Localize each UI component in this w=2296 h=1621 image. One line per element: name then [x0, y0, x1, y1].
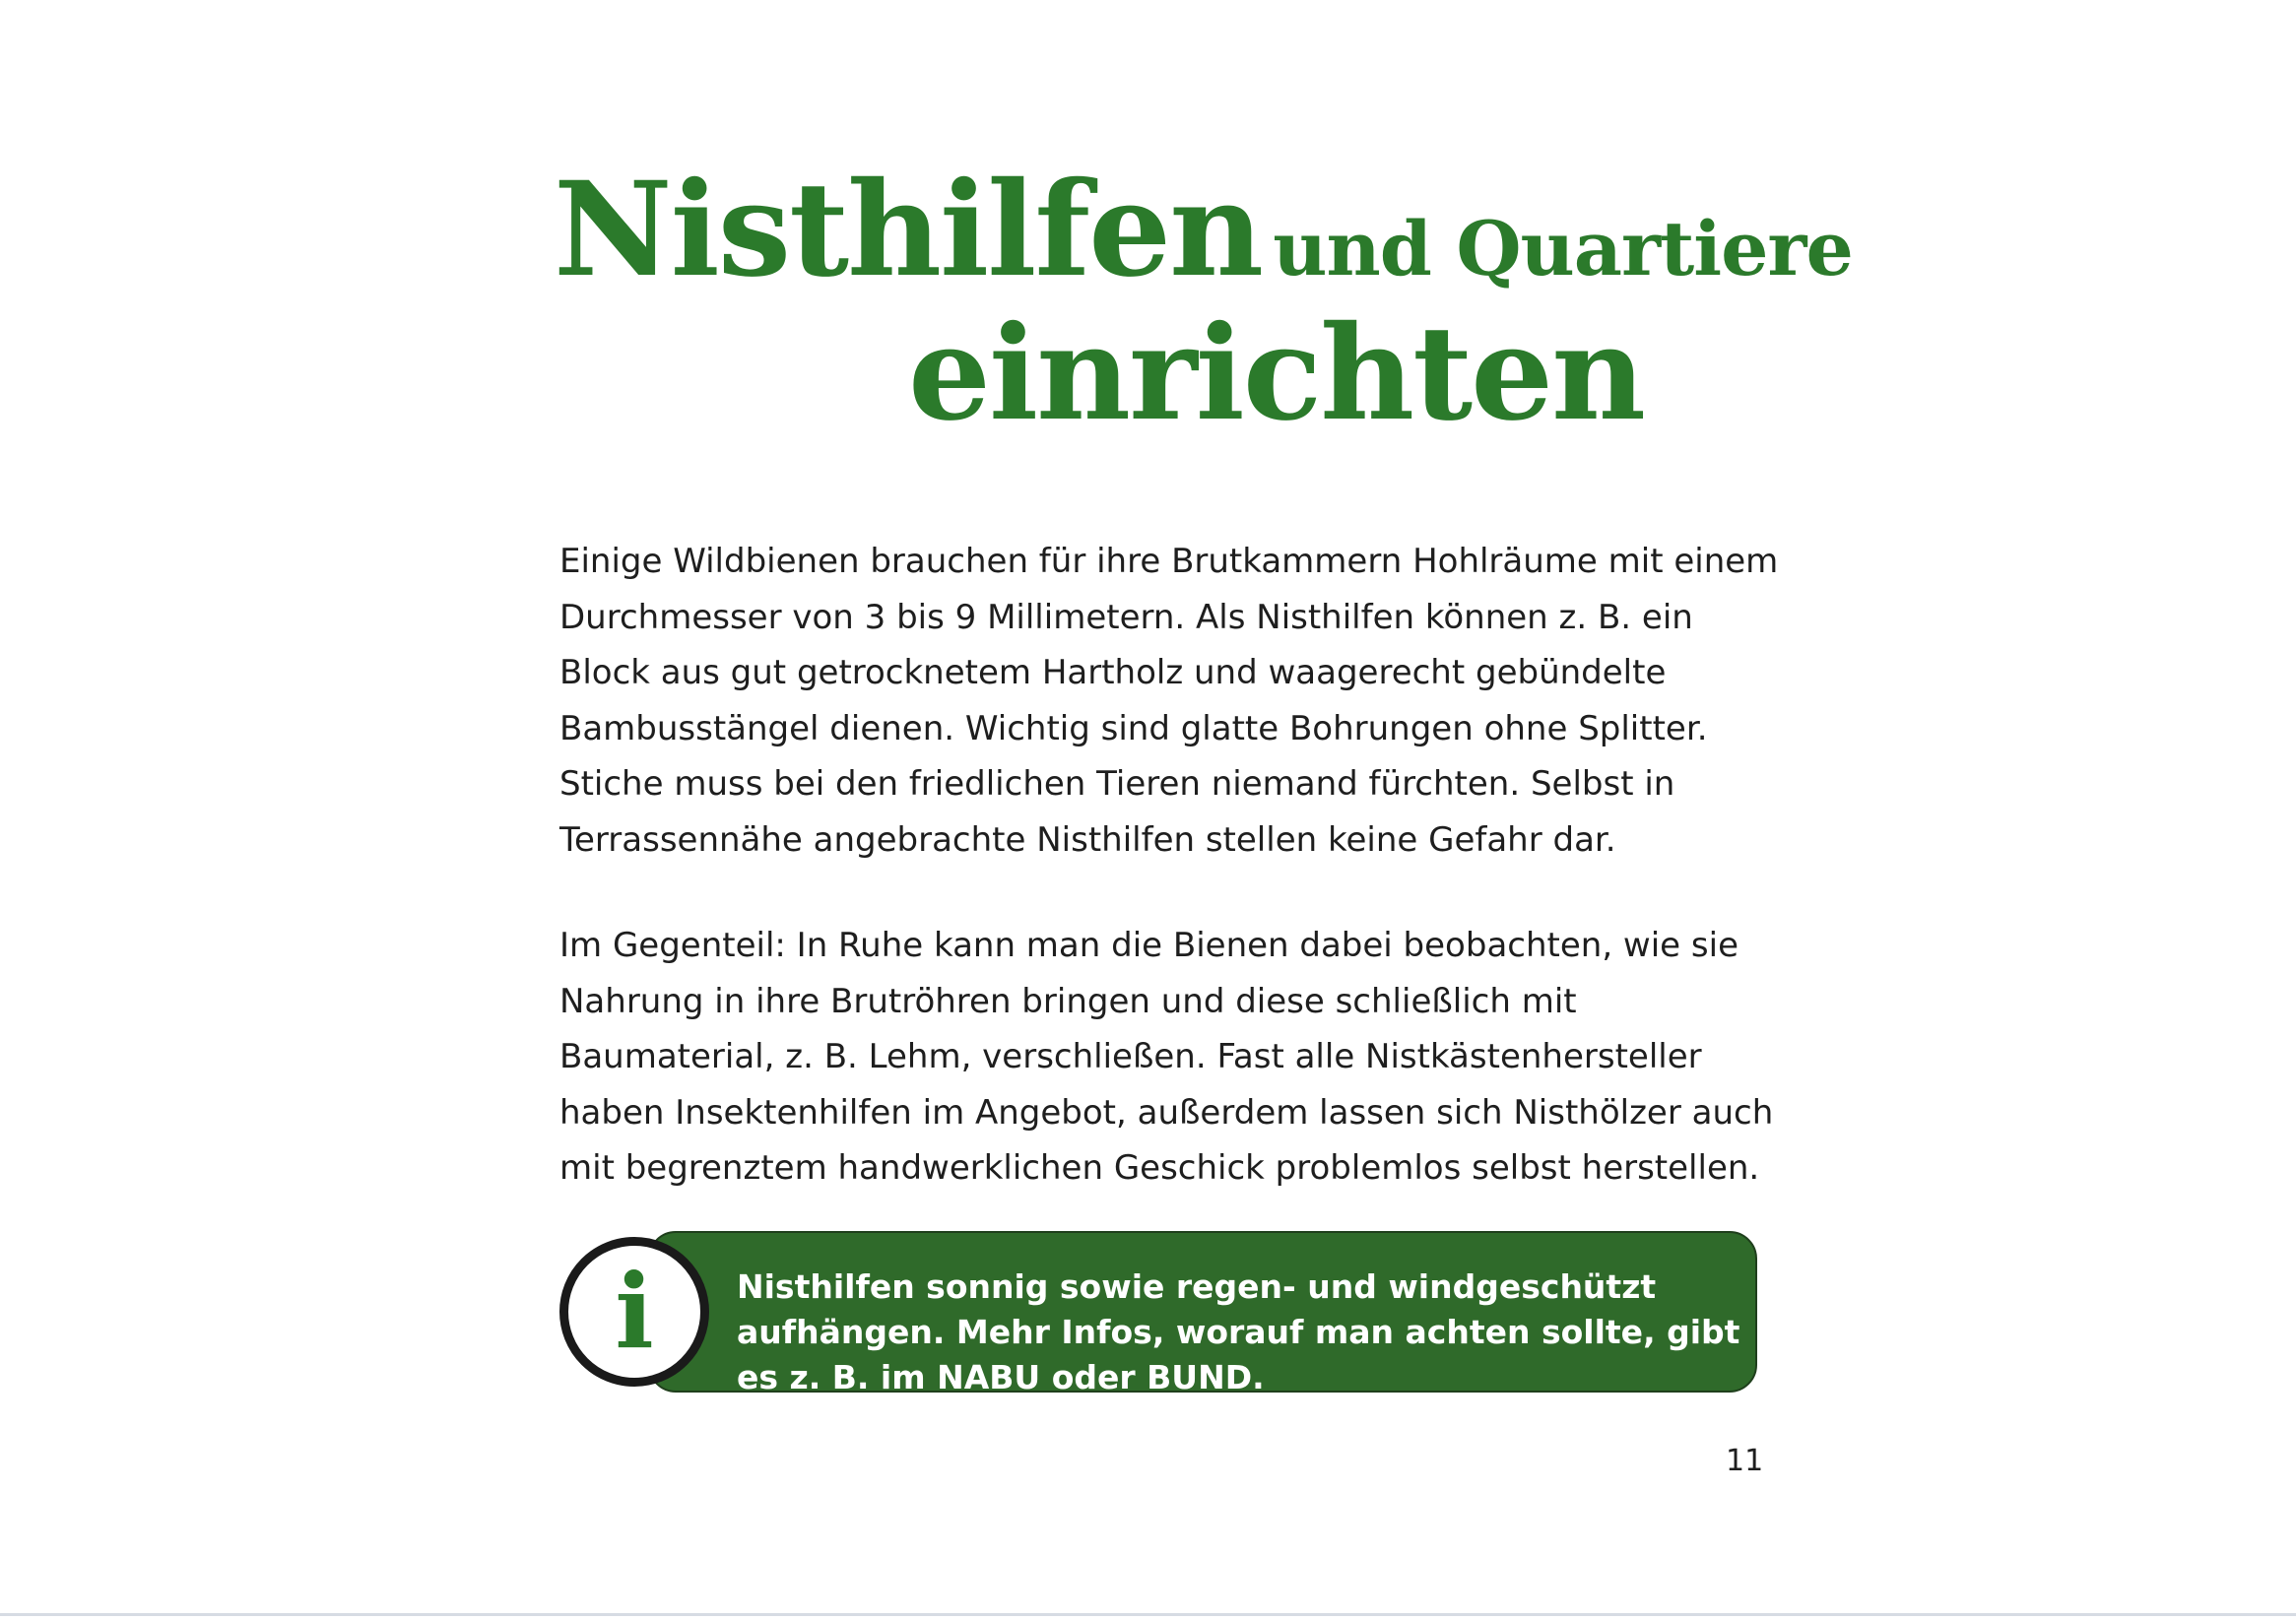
- info-icon: [559, 1237, 709, 1387]
- paragraph-2: Im Gegenteil: In Ruhe kann man die Bienen dabei beobachten, wie sie Nahrung in ihre Brutröhren bringen und diese schließlich mit Baumaterial, z. B. Lehm, verschließen. Fast alle Nistkästenhersteller haben Insektenhilfen im Angebot, außerdem lassen sich Nisthölzer auch mit begrenztem handwerklichen Geschick problemlos selbst herstellen.: [559, 926, 1774, 1188]
- title-word-und-quartiere: und Quartiere: [1273, 205, 1853, 292]
- title-line-1: [554, 154, 1853, 306]
- title-word-einrichten: einrichten: [908, 297, 1645, 450]
- info-callout: [559, 1231, 1761, 1394]
- page-number: 11: [1726, 1444, 1764, 1478]
- info-text: Nisthilfen sonnig sowie regen- und windgeschützt aufhängen. Mehr Infos, worauf man achten sollte, gibt es z. B. im NABU oder BUND.: [737, 1267, 1740, 1396]
- info-icon-glyph: i: [615, 1251, 654, 1372]
- paragraph-1: Einige Wildbienen brauchen für ihre Brutkammern Hohlräume mit einem Durchmesser von 3 bis 9 Millimetern. Als Nisthilfen können z. B. ein Block aus gut getrocknetem Hartholz und waagerecht gebündelte Bambusstängel dienen. Wichtig sind glatte Bohrungen ohne Splitter. Stiche muss bei den friedlichen Tieren niemand fürchten. Selbst in Terrassennähe angebrachte Nisthilfen stellen keine Gefahr dar.: [559, 542, 1779, 860]
- title-word-nisthilfen: Nisthilfen: [554, 154, 1263, 306]
- scan-edge-line: [0, 1613, 2296, 1616]
